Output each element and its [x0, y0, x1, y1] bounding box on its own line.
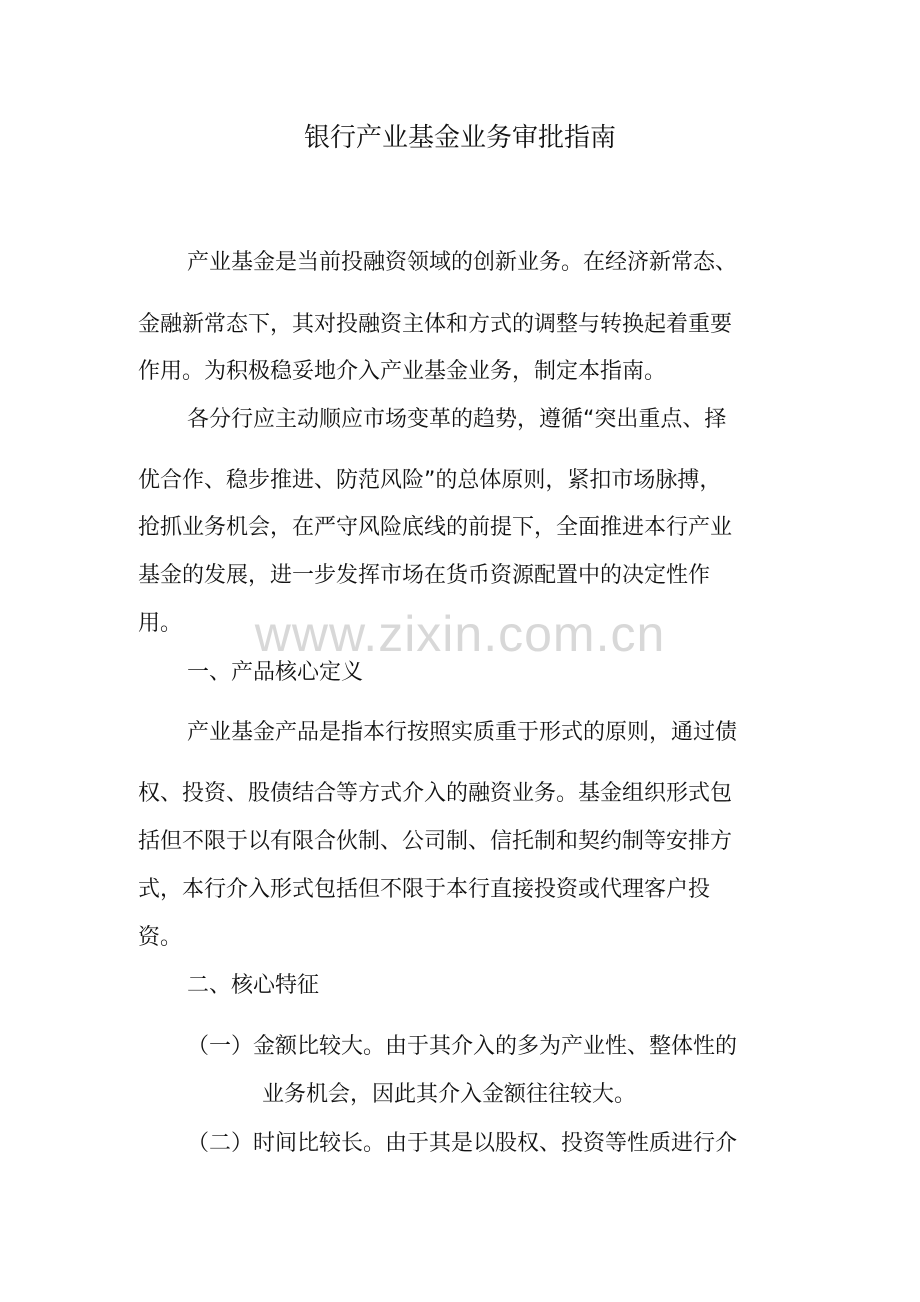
section-heading: 二、核心特征 [187, 973, 320, 998]
paragraph-line: 括但不限于以有限合伙制、公司制、信托制和契约制等安排方 [138, 829, 733, 854]
paragraph-line: 式，本行介入形式包括但不限于本行直接投资或代理客户投 [138, 877, 711, 902]
document-title: 银行产业基金业务审批指南 [303, 123, 616, 153]
paragraph-line: 各分行应主动顺应市场变革的趋势，遵循“突出重点、择 [187, 407, 727, 432]
paragraph-line: 产业基金是当前投融资领域的创新业务。在经济新常态、 [187, 250, 738, 275]
paragraph-line: 产业基金产品是指本行按照实质重于形式的原则，通过债 [187, 720, 738, 745]
paragraph-line: 权、投资、股债结合等方式介入的融资业务。基金组织形式包 [138, 781, 733, 806]
list-item-line: （二）时间比较长。由于其是以股权、投资等性质进行介 [187, 1131, 738, 1156]
paragraph-line: 用。 [138, 611, 183, 636]
list-item-line: 业务机会，因此其介入金额往往较大。 [262, 1082, 637, 1107]
watermark-text: www.zixin.com.cn [254, 606, 666, 662]
list-item-line: （一）金额比较大。由于其介入的多为产业性、整体性的 [187, 1034, 738, 1059]
paragraph-line: 资。 [138, 925, 183, 950]
section-heading: 一、产品核心定义 [187, 660, 364, 685]
paragraph-line: 作用。为积极稳妥地介入产业基金业务，制定本指南。 [138, 359, 667, 384]
paragraph-line: 优合作、稳步推进、防范风险”的总体原则，紧扣市场脉搏， [138, 468, 722, 493]
paragraph-line: 抢抓业务机会，在严守风险底线的前提下，全面推进本行产业 [138, 515, 733, 540]
paragraph-line: 金融新常态下，其对投融资主体和方式的调整与转换起着重要 [138, 312, 733, 337]
paragraph-line: 基金的发展，进一步发挥市场在货币资源配置中的决定性作 [138, 563, 711, 588]
